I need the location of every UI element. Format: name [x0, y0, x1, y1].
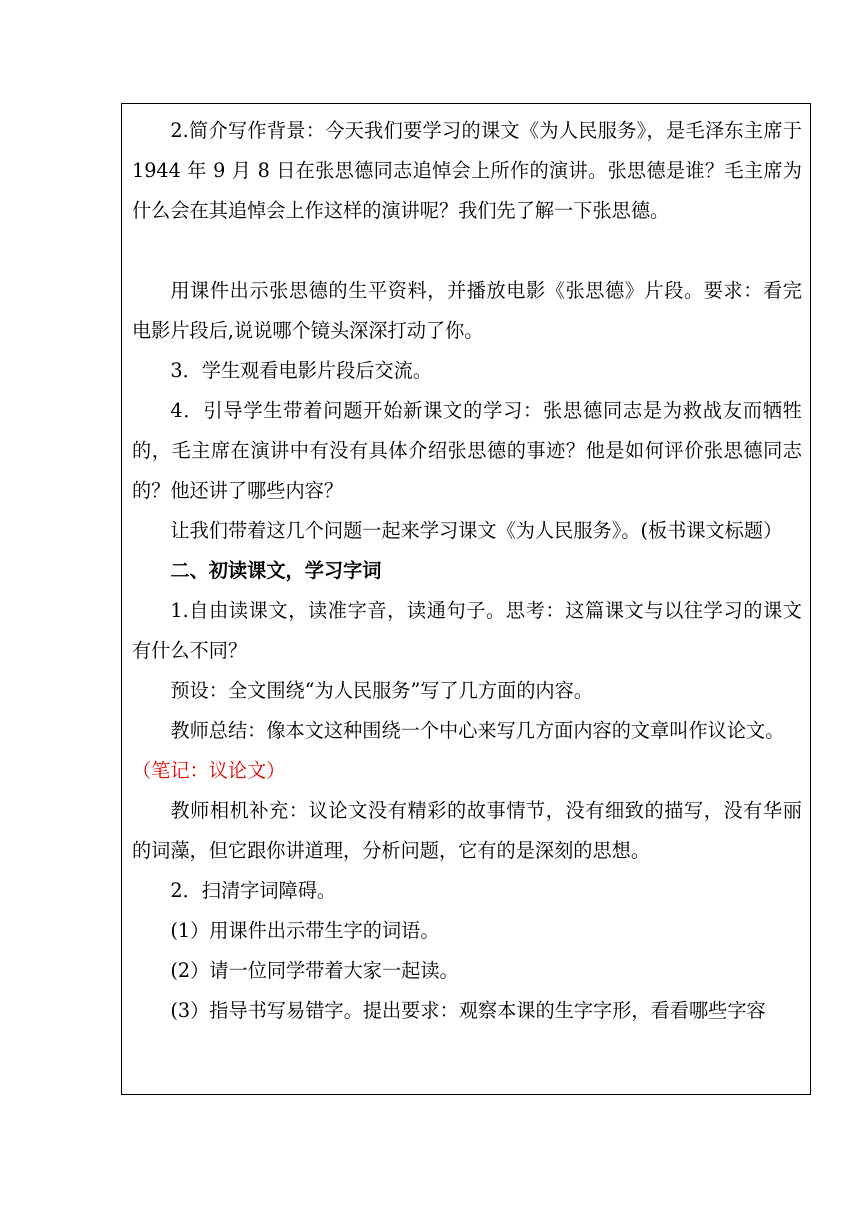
paragraph-teacher-summary: 教师总结：像本文这种围绕一个中心来写几方面内容的文章叫作议论文。 — [170, 719, 785, 742]
paragraph-preset: 预设：全文围绕“为人民服务”写了几方面的内容。 — [170, 679, 593, 702]
lesson-table-cell — [121, 103, 811, 1095]
paragraph-substep-1: (1）用课件出示带生字的词语。 — [170, 919, 440, 942]
paragraph-substep-3: (3）指导书写易错字。提出要求：观察本课的生字字形，看看哪些字容 — [170, 999, 766, 1022]
section-heading: 二、初读课文，学习字词 — [170, 559, 382, 582]
paragraph-free-reading: 1.自由读课文，读准字音，读通句子。思考：这篇课文与以往学习的课文有什么不同？ — [132, 599, 802, 662]
note-annotation: （笔记：议论文） — [132, 759, 286, 782]
paragraph-substep-2: (2）请一位同学带着大家一起读。 — [170, 959, 459, 982]
paragraph-transition: 让我们带着这几个问题一起来学习课文《为人民服务》。(板书课文标题） — [170, 519, 783, 542]
paragraph-step-4: 4．引导学生带着问题开始新课文的学习：张思德同志是为救战友而牺牲的，毛主席在演讲中有没有具体介绍张思德的事迹？他是如何评价张思德同志的？他还讲了哪些内容？ — [132, 399, 802, 502]
paragraph-vocabulary: 2．扫清字词障碍。 — [170, 879, 337, 902]
paragraph-courseware: 用课件出示张思德的生平资料，并播放电影《张思德》片段。要求：看完电影片段后,说说哪个镜头深深打动了你。 — [132, 279, 802, 342]
paragraph-background: 2.简介写作背景：今天我们要学习的课文《为人民服务》，是毛泽东主席于 1944 年 9 月 8 日在张思德同志追悼会上所作的演讲。张思德是谁？毛主席为什么会在其追悼会上作这样的演讲呢？我们先了解一下张思德。 — [132, 119, 802, 222]
paragraph-step-3: 3．学生观看电影片段后交流。 — [170, 359, 433, 382]
paragraph-teacher-supplement: 教师相机补充：议论文没有精彩的故事情节，没有细致的描写，没有华丽的词藻，但它跟你讲道理，分析问题，它有的是深刻的思想。 — [132, 799, 802, 862]
